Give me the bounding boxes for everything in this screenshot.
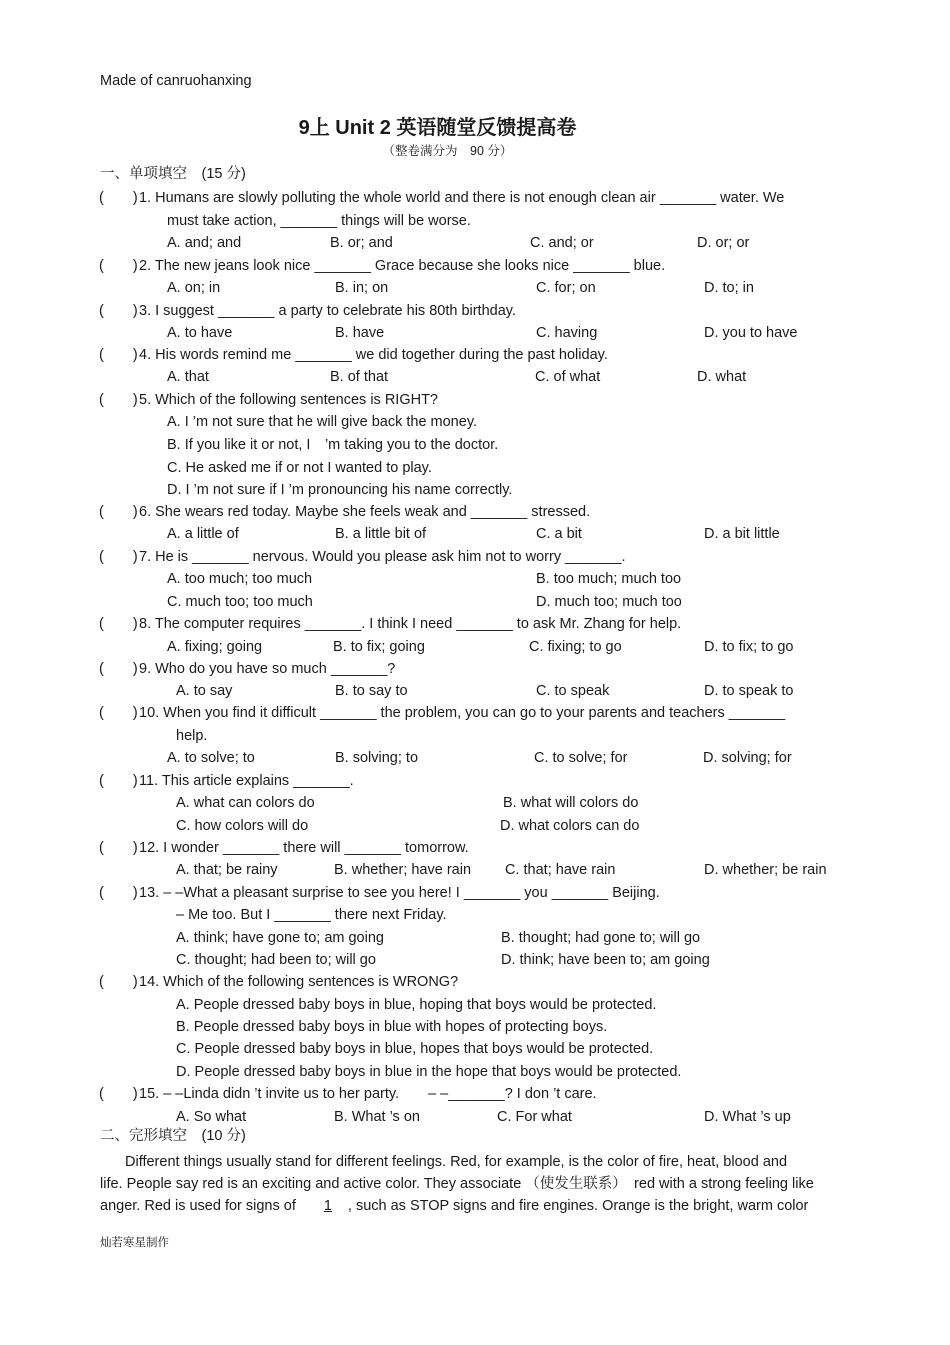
question-5-text: 5. Which of the following sentences is RIGHT?	[139, 392, 438, 408]
question-10-option-a: A. to solve; to	[167, 750, 255, 766]
question-2-option-a: A. on; in	[167, 280, 221, 296]
question-9-option-d: D. to speak to	[704, 683, 794, 699]
page-title: 9上 Unit 2 英语随堂反馈提高卷	[298, 117, 577, 139]
answer-paren: ( )	[99, 258, 138, 274]
question-15-text: 15. – –Linda didn ’t invite us to her party. – –_______? I don ’t care.	[139, 1086, 597, 1102]
question-14-option-a: A. People dressed baby boys in blue, hoping that boys would be protected.	[176, 997, 657, 1013]
question-10-text: 10. When you find it difficult _______ the problem, you can go to your parents and teachers _______	[139, 705, 786, 721]
answer-paren: ( )	[99, 303, 138, 319]
question-9-option-a: A. to say	[176, 683, 233, 699]
question-6-option-b: B. a little bit of	[335, 526, 427, 542]
question-13-text: 13. – –What a pleasant surprise to see you here! I _______ you _______ Beijing.	[139, 885, 660, 901]
question-7-text: 7. He is _______ nervous. Would you please ask him not to worry _______.	[139, 549, 626, 565]
question-8-option-a: A. fixing; going	[167, 639, 263, 655]
question-13-text-cont: – Me too. But I _______ there next Friday.	[176, 907, 447, 923]
question-3-text: 3. I suggest _______ a party to celebrate his 80th birthday.	[139, 303, 516, 319]
question-14-option-b: B. People dressed baby boys in blue with hopes of protecting boys.	[176, 1019, 608, 1035]
section-heading-single-choice: 一、单项填空 (15 分)	[100, 166, 246, 182]
question-10-option-d: D. solving; for	[703, 750, 792, 766]
answer-paren: ( )	[99, 190, 138, 206]
answer-paren: ( )	[99, 549, 138, 565]
question-3-option-d: D. you to have	[704, 325, 798, 341]
question-7-option-a: A. too much; too much	[167, 571, 313, 587]
question-8-option-b: B. to fix; going	[333, 639, 425, 655]
header-note: Made of canruohanxing	[100, 73, 252, 89]
question-13-option-a: A. think; have gone to; am going	[176, 930, 384, 946]
question-10-option-b: B. solving; to	[335, 750, 419, 766]
question-12-option-c: C. that; have rain	[505, 862, 616, 878]
question-15-option-c: C. For what	[497, 1109, 572, 1125]
question-11-option-c: C. how colors will do	[176, 818, 309, 834]
answer-paren: ( )	[99, 616, 138, 632]
question-5-option-d: D. I ’m not sure if I ’m pronouncing his name correctly.	[167, 482, 513, 498]
question-2-text: 2. The new jeans look nice _______ Grace because she looks nice _______ blue.	[139, 258, 666, 274]
question-13-option-c: C. thought; had been to; will go	[176, 952, 376, 968]
question-8-text: 8. The computer requires _______. I think I need _______ to ask Mr. Zhang for help.	[139, 616, 682, 632]
question-5-option-c: C. He asked me if or not I wanted to play.	[167, 460, 432, 476]
question-1-option-b: B. or; and	[330, 235, 393, 251]
answer-paren: ( )	[99, 705, 138, 721]
passage-line-3-end: , such as STOP signs and fire engines. Orange is the bright, warm color	[347, 1198, 809, 1214]
cloze-blank-1: 1	[323, 1198, 332, 1214]
question-11-option-b: B. what will colors do	[503, 795, 639, 811]
question-9-text: 9. Who do you have so much _______?	[139, 661, 396, 677]
question-14-option-c: C. People dressed baby boys in blue, hopes that boys would be protected.	[176, 1041, 654, 1057]
answer-paren: ( )	[99, 347, 138, 363]
question-5-option-a: A. I ’m not sure that he will give back the money.	[167, 414, 478, 430]
question-7-option-b: B. too much; much too	[536, 571, 682, 587]
question-7-option-c: C. much too; too much	[167, 594, 313, 610]
section-heading-cloze: 二、完形填空 (10 分)	[100, 1128, 246, 1144]
answer-paren: ( )	[99, 885, 138, 901]
passage-line-3-start: anger. Red is used for signs of	[100, 1198, 296, 1214]
question-11-text: 11. This article explains _______.	[139, 773, 354, 789]
answer-paren: ( )	[99, 974, 138, 990]
question-13-option-b: B. thought; had gone to; will go	[501, 930, 701, 946]
question-12-option-b: B. whether; have rain	[334, 862, 472, 878]
question-4-option-c: C. of what	[535, 369, 601, 385]
page-subtitle: （整卷满分为 90 分）	[382, 144, 513, 158]
question-12-option-d: D. whether; be rain	[704, 862, 827, 878]
question-3-option-b: B. have	[335, 325, 385, 341]
question-10-text-cont: help.	[176, 728, 208, 744]
answer-paren: ( )	[99, 661, 138, 677]
question-15-option-a: A. So what	[176, 1109, 247, 1125]
question-6-option-d: D. a bit little	[704, 526, 780, 542]
answer-paren: ( )	[99, 840, 138, 856]
question-11-option-a: A. what can colors do	[176, 795, 315, 811]
question-8-option-c: C. fixing; to go	[529, 639, 622, 655]
question-15-option-d: D. What ’s up	[704, 1109, 791, 1125]
question-9-option-b: B. to say to	[335, 683, 408, 699]
question-1-option-d: D. or; or	[697, 235, 750, 251]
question-12-option-a: A. that; be rainy	[176, 862, 278, 878]
question-1-option-c: C. and; or	[530, 235, 594, 251]
passage-line-3	[100, 1197, 808, 1215]
question-14-text: 14. Which of the following sentences is WRONG?	[139, 974, 459, 990]
answer-paren: ( )	[99, 1086, 138, 1102]
question-3-option-a: A. to have	[167, 325, 233, 341]
question-10-option-c: C. to solve; for	[534, 750, 628, 766]
passage-line-2: life. People say red is an exciting and active color. They associate （使发生联系） red with a strong feeling like	[100, 1176, 814, 1192]
question-12-text: 12. I wonder _______ there will _______ tomorrow.	[139, 840, 469, 856]
question-1-text-cont: must take action, _______ things will be worse.	[167, 213, 471, 229]
question-6-option-c: C. a bit	[536, 526, 582, 542]
question-4-option-a: A. that	[167, 369, 209, 385]
question-4-option-b: B. of that	[330, 369, 389, 385]
question-2-option-d: D. to; in	[704, 280, 754, 296]
question-4-text: 4. His words remind me _______ we did together during the past holiday.	[139, 347, 608, 363]
passage-line-1: Different things usually stand for different feelings. Red, for example, is the color of fire, heat, blood and	[125, 1154, 788, 1170]
question-4-option-d: D. what	[697, 369, 747, 385]
question-3-option-c: C. having	[536, 325, 598, 341]
question-15-option-b: B. What ’s on	[334, 1109, 420, 1125]
answer-paren: ( )	[99, 392, 138, 408]
question-5-option-b: B. If you like it or not, I ’m taking you to the doctor.	[167, 437, 499, 453]
question-13-option-d: D. think; have been to; am going	[501, 952, 710, 968]
footer-note: 灿若寒星制作	[100, 1237, 169, 1249]
question-14-option-d: D. People dressed baby boys in blue in the hope that boys would be protected.	[176, 1064, 682, 1080]
answer-paren: ( )	[99, 773, 138, 789]
question-8-option-d: D. to fix; to go	[704, 639, 794, 655]
question-11-option-d: D. what colors can do	[500, 818, 640, 834]
question-1-text: 1. Humans are slowly polluting the whole world and there is not enough clean air _______ water. We	[139, 190, 785, 206]
answer-paren: ( )	[99, 504, 138, 520]
question-9-option-c: C. to speak	[536, 683, 610, 699]
question-2-option-c: C. for; on	[536, 280, 596, 296]
question-2-option-b: B. in; on	[335, 280, 389, 296]
question-6-option-a: A. a little of	[167, 526, 239, 542]
question-1-option-a: A. and; and	[167, 235, 242, 251]
question-7-option-d: D. much too; much too	[536, 594, 682, 610]
question-6-text: 6. She wears red today. Maybe she feels weak and _______ stressed.	[139, 504, 591, 520]
